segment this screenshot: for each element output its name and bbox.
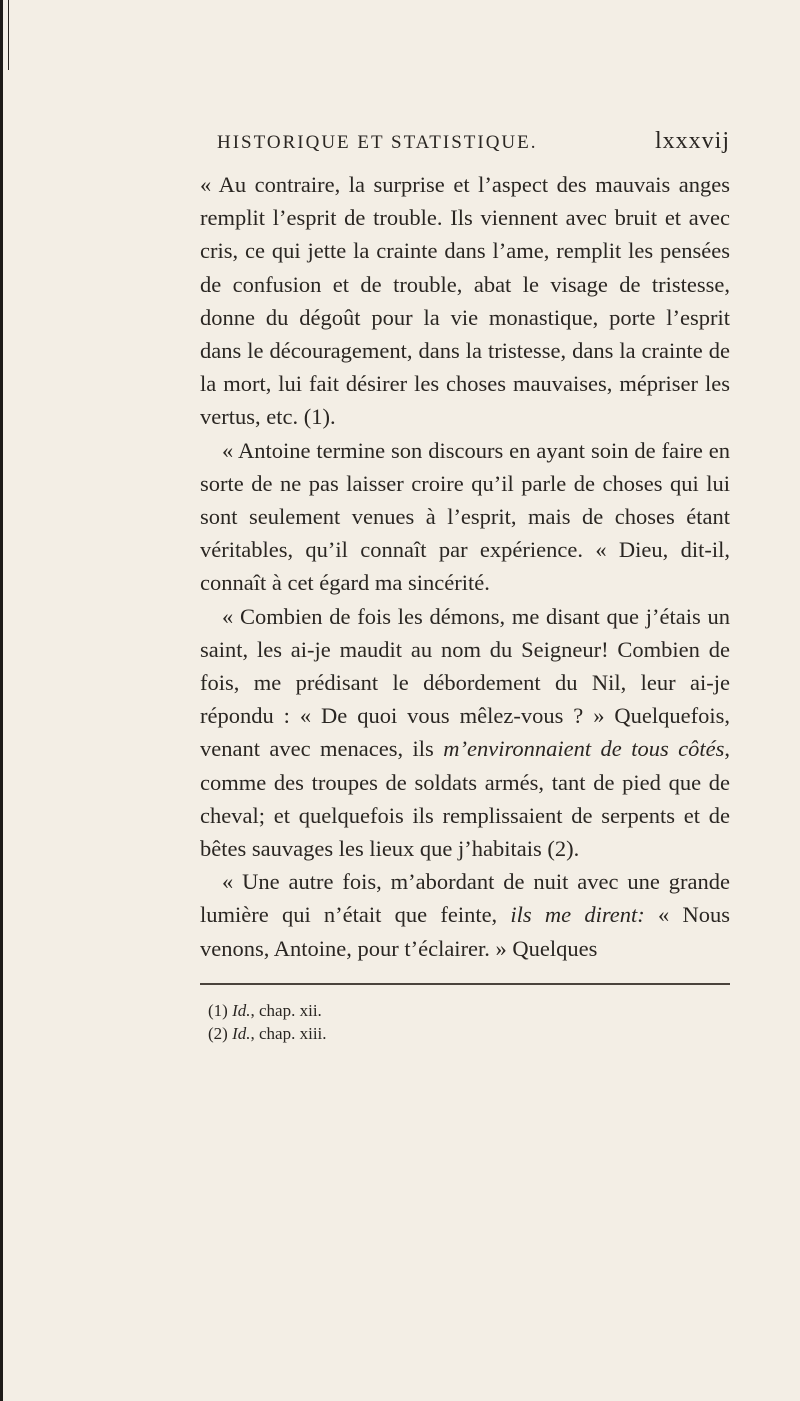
text-run: « Une autre fois, m’abordant de nuit avec une grande lumière qui n’était que feinte, [200, 869, 730, 928]
footnote [208, 999, 730, 1022]
paragraph [200, 434, 730, 600]
footnote-number: (2) [208, 1023, 233, 1043]
footnote-ref: Id. [232, 1000, 251, 1020]
footnote-number: (1) [208, 1000, 233, 1020]
page-edge-rule [0, 0, 3, 1401]
text-run: « Combien de fois les démons, me disant que j’étais un saint, les ai-je maudit au nom du Seigneur! Combien de fois, me prédisant le débordement du Nil, leur ai-je répondu : « De quoi vous mêlez-vous ? » Quelquefois, venant avec menaces, ils [200, 603, 730, 762]
page-edge-rule-inner [8, 0, 9, 70]
paragraph [200, 600, 730, 866]
italic-text: ils me dirent: [510, 902, 645, 928]
paragraph [200, 865, 730, 965]
footnote [208, 1022, 730, 1045]
footnote-rule [200, 983, 730, 985]
text-run: , comme des troupes de soldats armés, tant de pied que de cheval; et quelquefois ils remplissaient de serpents et de bêtes sauvages les lieux que j’habitais (2). [200, 736, 730, 862]
body-text [200, 168, 730, 965]
running-head [200, 128, 730, 168]
text-run: « Au contraire, la surprise et l’aspect des mauvais anges remplit l’esprit de trouble. Ils viennent avec bruit et avec cris, ce qui jette la crainte dans l’ame, remplit les pensées de confusion et de trouble, abat le visage de tristesse, donne du dégoût pour la vie monastique, porte l’esprit dans le découragement, dans la tristesse, dans la crainte de la mort, lui fait désirer les choses mauvaises, mépriser les vertus, etc. (1). [200, 172, 730, 430]
italic-text: m’environnaient de tous côtés [443, 736, 725, 762]
footnote-text: , chap. xiii. [250, 1023, 327, 1043]
footnote-ref: Id. [232, 1023, 251, 1043]
text-run: « Antoine termine son discours en ayant soin de faire en sorte de ne pas laisser croire qu’il parle de choses qui lui sont seulement venues à l’esprit, mais de choses étant véritables, qu’il connaît par expérience. « Dieu, dit-il, connaît à cet égard ma sincérité. [200, 437, 730, 596]
footnotes [200, 999, 730, 1045]
book-page [200, 128, 730, 1045]
paragraph [200, 168, 730, 434]
page-number: lxxxvij [654, 128, 730, 154]
running-title: HISTORIQUE ET STATISTIQUE. [217, 132, 538, 153]
text-run: « Nous venons, Antoine, pour t’éclairer. » Quelques [200, 902, 730, 961]
footnote-text: , chap. xii. [250, 1000, 322, 1020]
